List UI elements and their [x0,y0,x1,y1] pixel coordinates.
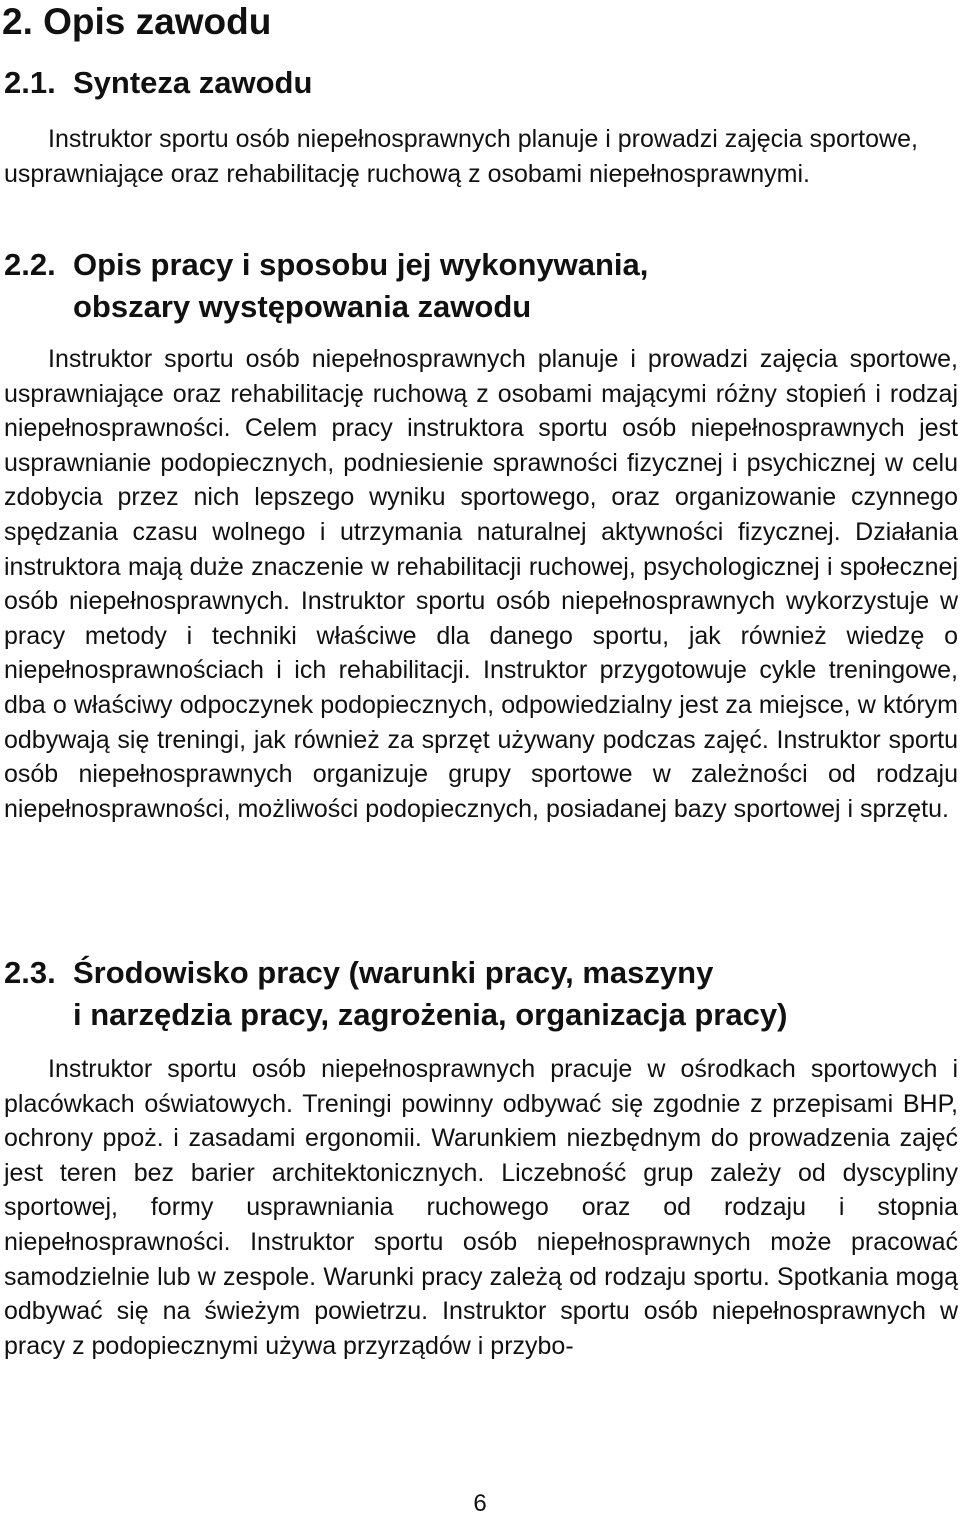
section-2-3-title-line2: i narzędzia pracy, zagrożenia, organizacja pracy) [73,997,788,1032]
section-2-2-heading [4,244,648,328]
section-2-2-number: 2.2. [4,247,56,282]
section-2-1-paragraph: Instruktor sportu osób niepełnosprawnych planuje i prowadzi zajęcia sportowe, usprawniające oraz rehabilitację ruchową z osobami niepełnosprawnymi. [4,125,918,188]
page-number: 6 [473,1490,487,1517]
section-2-3-paragraph: Instruktor sportu osób niepełnosprawnych pracuje w ośrodkach sportowych i placówkach oświatowych. Treningi powinny odbywać się zgodnie z przepisami BHP, ochrony ppoż. i zasadami ergonomii. Warunkiem niezbędnym do prowadzenia zajęć jest teren bez barier architektonicznych. Liczebność grup zależy od dyscypliny sportowej, formy usprawniania ruchowego oraz od rodzaju i stopnia niepełnosprawności. Instruktor sportu osób niepełnosprawnych może pracować samodzielnie lub w zespole. Warunki pracy zależą od rodzaju sportu. Spotkania mogą odbywać się na świeżym powietrzu. Instruktor sportu osób niepełnosprawnych w pracy z podopiecznymi używa przyrządów i przybo- [4,1055,958,1360]
section-2-2-paragraph: Instruktor sportu osób niepełnosprawnych planuje i prowadzi zajęcia sportowe, usprawniające oraz rehabilitację ruchową z osobami mającymi różny stopień i rodzaj niepełnosprawności. Celem pracy instruktora sportu osób niepełnosprawnych jest usprawnianie podopiecznych, podniesienie sprawności fizycznej i psychicznej w celu zdobycia przez nich lepszego wyniku sportowego, oraz organizowanie czynnego spędzania czasu wolnego i utrzymania naturalnej aktywności fizycznej. Działania instruktora mają duże znaczenie w rehabilitacji ruchowej, psychologicznej i społecznej osób niepełnosprawnych. Instruktor sportu osób niepełnosprawnych wykorzystuje w pracy metody i techniki właściwe dla danego sportu, jak również wiedzę o niepełnosprawnościach i ich rehabilitacji. Instruktor przygotowuje cykle treningowe, dba o właściwy odpoczynek podopiecznych, odpowiedzialny jest za miejsce, w którym odbywają się treningi, jak również za sprzęt używany podczas zajęć. Instruktor sportu osób niepełnosprawnych organizuje grupy sportowe w zależności od rodzaju niepełnosprawności, możliwości podopiecznych, posiadanej bazy sportowej i sprzętu. [4,345,958,823]
section-2-2-title-line1: Opis pracy i sposobu jej wykonywania, [73,247,649,282]
section-2-1-number: 2.1. [4,65,56,100]
section-2-1-heading [4,62,312,104]
section-2-3-number: 2.3. [4,955,56,990]
section-2-3-title-line1: Środowisko pracy (warunki pracy, maszyny [73,955,714,990]
section-2-2-title-line2: obszary występowania zawodu [73,289,532,324]
section-2-3-heading [4,952,787,1036]
chapter-heading: 2. Opis zawodu [2,1,272,42]
section-2-1-title: Synteza zawodu [73,65,313,100]
